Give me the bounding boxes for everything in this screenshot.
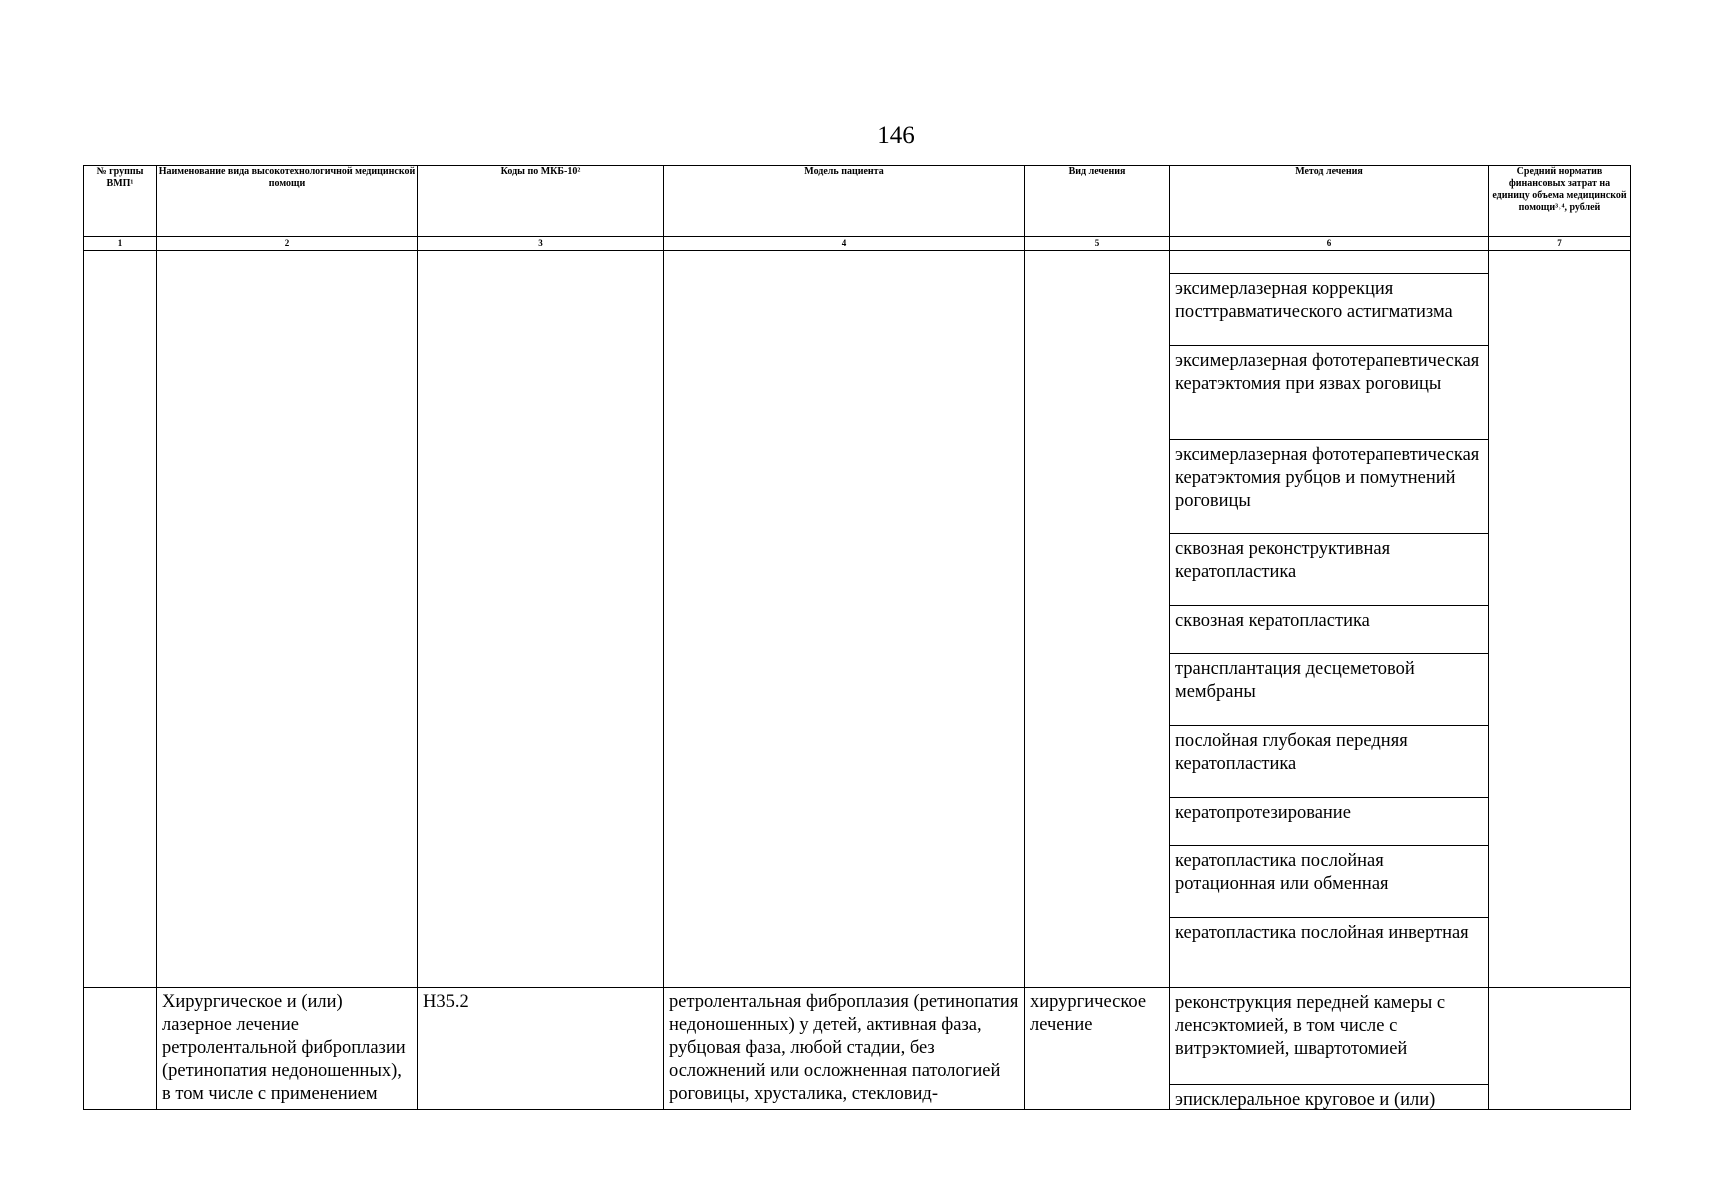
cell-treatment-type xyxy=(1025,251,1170,988)
cell-group xyxy=(84,251,157,988)
column-number-row xyxy=(84,237,1631,251)
vmp-table xyxy=(83,165,1631,1110)
column-number: 7 xyxy=(1489,237,1631,251)
cell-cost xyxy=(1489,988,1631,1110)
method-item: кератопротезирование xyxy=(1170,797,1488,845)
header-name: Наименование вида высокотехнологичной медицинской помощи xyxy=(157,166,418,237)
method-item: эксимерлазерная коррекция посттравматического астигматизма xyxy=(1170,273,1488,345)
column-number: 2 xyxy=(157,237,418,251)
cell-methods xyxy=(1170,988,1489,1110)
icd-codes: H35.2 xyxy=(423,992,469,1012)
method-item: трансплантация десцеметовой мембраны xyxy=(1170,653,1488,725)
column-number: 6 xyxy=(1170,237,1489,251)
method-item: сквозная реконструктивная кератопластика xyxy=(1170,533,1488,605)
column-number: 3 xyxy=(418,237,664,251)
column-number: 5 xyxy=(1025,237,1170,251)
method-item: послойная глубокая передняя кератопластика xyxy=(1170,725,1488,797)
method-item: сквозная кератопластика xyxy=(1170,605,1488,653)
page-number: 146 xyxy=(877,122,915,149)
header-treatment-type: Вид лечения xyxy=(1025,166,1170,237)
column-number: 1 xyxy=(84,237,157,251)
method-item: эксимерлазерная фототерапевтическая кератэктомия рубцов и помутнений роговицы xyxy=(1170,439,1488,533)
cell-name xyxy=(157,988,418,1110)
method-item xyxy=(1170,251,1488,273)
cell-group xyxy=(84,988,157,1110)
patient-model: ретролентальная фиброплазия (ретинопатия недоношенных) у детей, активная фаза, рубцовая фаза, любой стадии, без осложнений или осложненная патологией роговицы, хрусталика, стекловид- xyxy=(669,992,1019,1104)
method-item: эксимерлазерная фототерапевтическая кератэктомия при язвах роговицы xyxy=(1170,345,1488,439)
cell-methods xyxy=(1170,251,1489,988)
header-group: № группы ВМП¹ xyxy=(84,166,157,237)
header-patient-model: Модель пациента xyxy=(664,166,1025,237)
method-item: кератопластика послойная инвертная xyxy=(1170,917,1488,987)
vmp-name: Хирургическое и (или) лазерное лечение ретролентальной фиброплазии (ретинопатия недоношенных), в том числе с применением xyxy=(162,992,406,1104)
cell-cost xyxy=(1489,251,1631,988)
header-codes: Коды по МКБ-10² xyxy=(418,166,664,237)
method-item: реконструкция передней камеры с ленсэктомией, в том числе с витрэктомией, швартотомией xyxy=(1175,993,1446,1059)
header-method: Метод лечения xyxy=(1170,166,1489,237)
cell-codes xyxy=(418,251,664,988)
method-item: эписклеральное круговое и (или) xyxy=(1170,1084,1488,1108)
cell-codes xyxy=(418,988,664,1110)
cell-patient-model xyxy=(664,988,1025,1110)
treatment-type: хирургическое лечение xyxy=(1030,992,1147,1035)
table-row xyxy=(84,988,1631,1110)
cell-name xyxy=(157,251,418,988)
table-row xyxy=(84,251,1631,988)
column-number: 4 xyxy=(664,237,1025,251)
header-cost: Средний норматив финансовых затрат на единицу объема медицинской помощи³˒⁴, рублей xyxy=(1489,166,1631,237)
cell-treatment-type xyxy=(1025,988,1170,1110)
method-item: кератопластика послойная ротационная или обменная xyxy=(1170,845,1488,917)
cell-patient-model xyxy=(664,251,1025,988)
header-row xyxy=(84,166,1631,237)
